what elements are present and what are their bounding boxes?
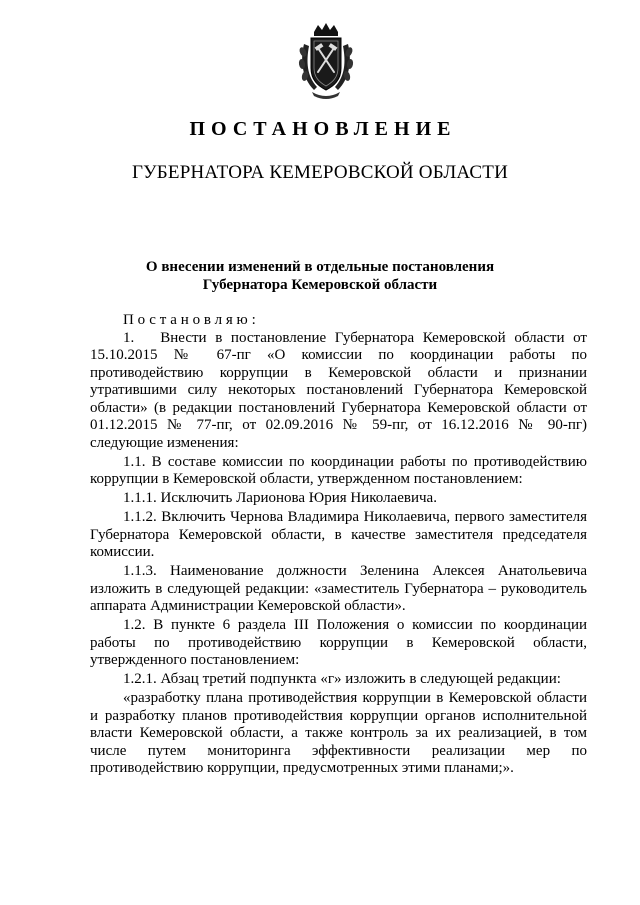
kemerovo-coat-of-arms-icon [298, 22, 354, 100]
paragraph-1-1-1: 1.1.1. Исключить Ларионова Юрия Николаевича. [123, 490, 437, 506]
paragraph-1-2-1-quote: «разработку плана противодействия коррупции в Кемеровской области и разработку планов противодействия коррупции органов исполнительной власти Кемеровской области, а также контроль за их реализацией, в том числе путем мониторинга эффективности реализации мер по противодействию коррупции, предусмотренных этими планами;». [90, 690, 587, 776]
paragraph-1-1: 1.1. В составе комиссии по координации работы по противодействию коррупции в Кемеровской области, утвержденном постановлением: [90, 453, 587, 487]
paragraph-1 [90, 330, 587, 453]
document-body [90, 312, 587, 779]
paragraph-1-text: Внести в постановление Губернатора Кемеровской области от 15.10.2015 № 67-пг «О комиссии по координации работы по противодействию коррупции в Кемеровской области и признании утратившими силу некоторых постановлений Губернатора Кемеровской области» (в редакции постановлений Губернатора Кемеровской области от 01.12.2015 № 77-пг, от 02.09.2016 № 59-пг, от 16.12.2016 № 90-пг) следующие изменения: [90, 329, 587, 451]
paragraph-1-2: 1.2. В пункте 6 раздела III Положения о комиссии по координации работы по противодействию коррупции в Кемеровской области, утвержденного постановлением: [90, 617, 587, 668]
issuing-authority: ГУБЕРНАТОРА КЕМЕРОВСКОЙ ОБЛАСТИ [131, 162, 509, 183]
paragraph-1-2-1: 1.2.1. Абзац третий подпункта «г» изложить в следующей редакции: [123, 671, 561, 687]
paragraph-1-1-3: 1.1.3. Наименование должности Зеленина Алексея Анатольевича изложить в следующей редакции: «заместитель Губернатора – руководитель аппарата Администрации Кемеровской области». [90, 563, 587, 614]
subject-line-2: Губернатора Кемеровской области [202, 277, 438, 293]
decree-word: Постановляю: [123, 312, 260, 328]
paragraph-1-number: 1. [123, 329, 135, 346]
subject-line-1: О внесении изменений в отдельные постановления [145, 259, 495, 275]
paragraph-1-1-2: 1.1.2. Включить Чернова Владимира Николаевича, первого заместителя Губернатора Кемеровской области, в качестве заместителя председателя комиссии. [90, 509, 587, 560]
document-subject [0, 258, 640, 294]
document-title: ПОСТАНОВЛЕНИЕ [189, 118, 457, 140]
